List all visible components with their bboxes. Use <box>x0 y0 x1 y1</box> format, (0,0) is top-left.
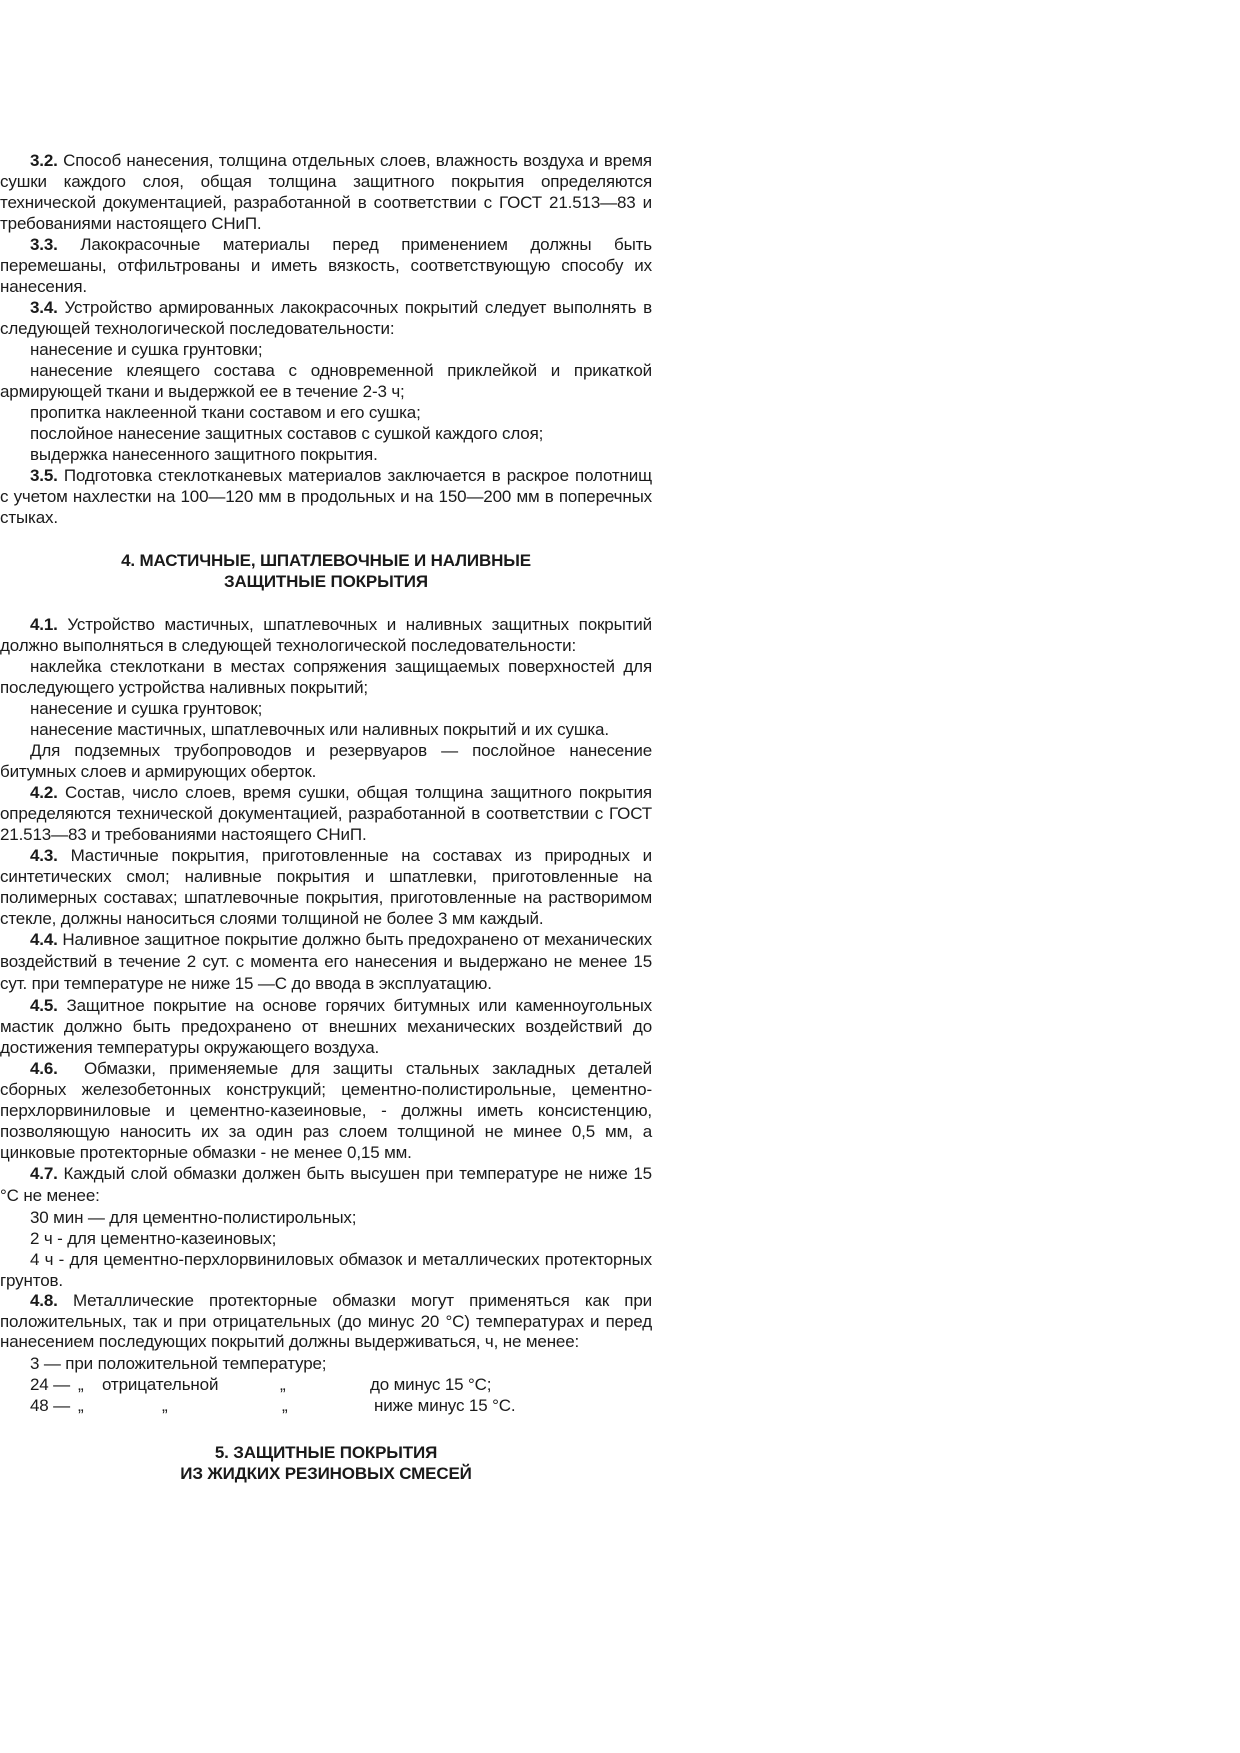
clause-number: 4.3. <box>30 846 58 865</box>
clause-4-3: 4.3. Мастичные покрытия, приготовленные на составах из природных и синтетических смол; наливные покрытия и шпатлевки, приготовленные на полимерных составах; шпатлевочные покрытия, приготовленные на растворимом стекле, должны наноситься слоями толщиной не более 3 мм каждый. <box>0 846 652 928</box>
clause-4-6: 4.6. Обмазки, применяемые для защиты стальных закладных деталей сборных железобетонных конструкций; цементно-полистирольные, цементно-перхлорвиниловые и цементно-казеиновые, - должны иметь консистенцию, позволяющую наносить их за один раз слоем толщиной не минее 0,5 мм, а цинковые протекторные обмазки - не менее 0,15 мм. <box>0 1059 657 1162</box>
list-item: 3 — при положительной температуре; <box>30 1353 327 1373</box>
clause-4-2: 4.2. Состав, число слоев, время сушки, общая толщина защитного покрытия определяются технической документацией, разработанной в соответствии с ГОСТ 21.513—83 и требованиями настоящего СНиП. <box>0 783 652 844</box>
list-item: нанесение и сушка грунтовок; <box>30 699 263 718</box>
list-item: нанесение мастичных, шпатлевочных или наливных покрытий и их сушка. <box>30 720 609 739</box>
clause-3-4: 3.4. Устройство армированных лакокрасочных покрытий следует выполнять в следующей технологической последовательности: <box>0 298 652 338</box>
clause-number: 4.5. <box>30 996 58 1015</box>
clause-3-2: 3.2. Способ нанесения, толщина отдельных слоев, влажность воздуха и время сушки каждого слоя, общая толщина защитного покрытия определяются технической документацией, разработанной в соответствии с ГОСТ 21.513—83 и требованиями настоящего СНиП. <box>0 151 652 233</box>
table-row: 48 — „ „ „ ниже минус 15 °С. <box>30 1395 516 1415</box>
section-4-heading: 4. МАСТИЧНЫЕ, ШПАТЛЕВОЧНЫЕ И НАЛИВНЫЕ ЗАЩИТНЫЕ ПОКРЫТИЯ <box>121 551 531 591</box>
clause-4-5: 4.5. Защитное покрытие на основе горячих битумных или каменноугольных мастик должно быть предохранено от внешних механических воздействий до достижения температуры окружающего воздуха. <box>0 996 652 1057</box>
clause-number: 3.5. <box>30 466 58 485</box>
table-row: 24 — „ отрицательной „ до минус 15 °С; <box>30 1374 492 1394</box>
clause-number: 4.7. <box>30 1164 58 1183</box>
list-item: Для подземных трубопроводов и резервуаров — послойное нанесение битумных слоев и армирующих оберток. <box>0 741 652 781</box>
clause-3-3: 3.3. Лакокрасочные материалы перед применением должны быть перемешаны, отфильтрованы и иметь вязкость, соответствующую способу их нанесения. <box>0 235 652 296</box>
clause-3-5: 3.5. Подготовка стеклотканевых материалов заключается в раскрое полотнищ с учетом нахлестки на 100—120 мм в продольных и на 150—200 мм в поперечных стыках. <box>0 466 652 527</box>
clause-number: 3.2. <box>30 151 58 170</box>
document-page <box>0 150 657 1484</box>
clause-4-1: 4.1. Устройство мастичных, шпатлевочных и наливных защитных покрытий должно выполняться в следующей технологической последовательности: <box>0 615 652 655</box>
list-item: 2 ч - для цементно-казеиновых; <box>30 1229 277 1248</box>
list-item: 30 мин — для цементно-полистирольных; <box>30 1208 357 1227</box>
list-item: наклейка стеклоткани в местах сопряжения защищаемых поверхностей для последующего устройства наливных покрытий; <box>0 657 652 697</box>
clause-number: 4.4. <box>30 930 58 949</box>
clause-number: 3.4. <box>30 298 58 317</box>
clause-number: 4.1. <box>30 615 58 634</box>
list-item: нанесение клеящего состава с одновременной приклейкой и прикаткой армирующей ткани и выдержкой ее в течение 2-3 ч; <box>0 361 652 401</box>
list-item: выдержка нанесенного защитного покрытия. <box>30 445 378 464</box>
list-item: послойное нанесение защитных составов с сушкой каждого слоя; <box>30 424 544 443</box>
clause-number: 3.3. <box>30 235 58 254</box>
clause-number: 4.8. <box>30 1291 58 1310</box>
clause-4-4: 4.4. Наливное защитное покрытие должно быть предохранено от механических воздействий в течение 2 сут. с момента его нанесения и выдержано не менее 15 сут. при температуре не ниже 15 —С до ввода в эксплуатацию. <box>0 930 652 993</box>
list-item: 4 ч - для цементно-перхлорвиниловых обмазок и металлических протекторных грунтов. <box>0 1250 652 1290</box>
list-item: пропитка наклеенной ткани составом и его сушка; <box>30 403 421 422</box>
section-5-heading: 5. ЗАЩИТНЫЕ ПОКРЫТИЯ ИЗ ЖИДКИХ РЕЗИНОВЫХ СМЕСЕЙ <box>180 1442 472 1483</box>
clause-number: 4.6. <box>30 1059 58 1078</box>
clause-4-8: 4.8. Металлические протекторные обмазки могут применяться как при положительных, так и при отрицательных (до минус 20 °С) температурах и перед нанесением последующих покрытий должны выдерживаться, ч, не менее: <box>0 1291 652 1351</box>
clause-4-7: 4.7. Каждый слой обмазки должен быть высушен при температуре не ниже 15 °С не менее: <box>0 1164 652 1205</box>
list-item: нанесение и сушка грунтовки; <box>30 340 263 359</box>
clause-number: 4.2. <box>30 783 58 802</box>
